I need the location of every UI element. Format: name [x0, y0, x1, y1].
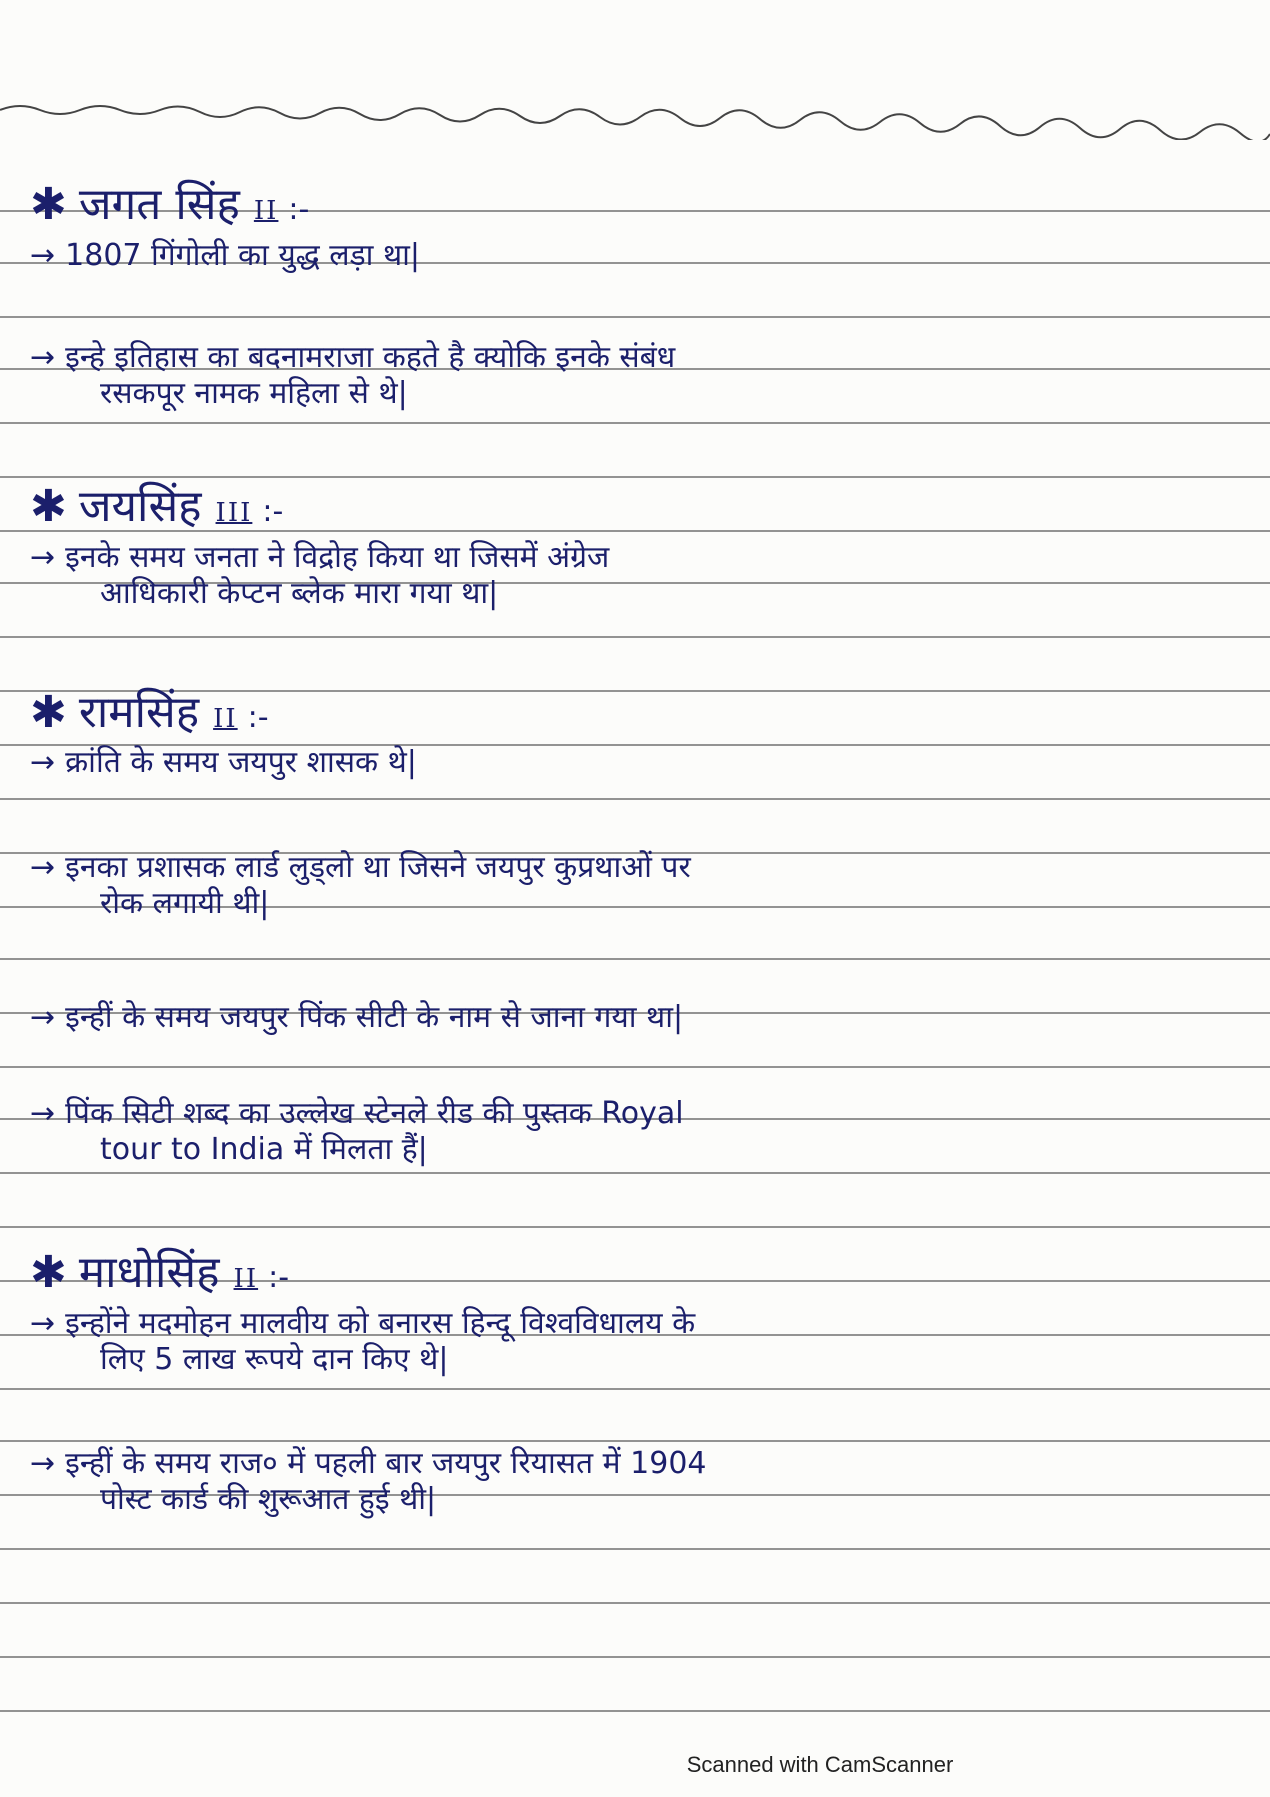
- ruled-line: [0, 636, 1270, 638]
- ruled-line: [0, 1602, 1270, 1604]
- item-line: पिंक सिटी शब्द का उल्लेख स्टेनले रीड की पुस्तक Royal: [65, 1096, 684, 1131]
- item-line: रसकपूर नामक महिला से थे|: [100, 376, 408, 411]
- list-item: [30, 1306, 1240, 1378]
- item-line: 1807 गिंगोली का युद्ध लड़ा था|: [65, 238, 420, 273]
- item-line: इन्हे इतिहास का बदनामराजा कहते है क्योकि इनके संबंध: [65, 340, 676, 375]
- arrow-right-icon: →: [30, 238, 56, 273]
- list-item: [30, 238, 1240, 274]
- item-line: इन्हीं के समय राज० में पहली बार जयपुर रियासत में 1904: [65, 1446, 707, 1481]
- arrow-right-icon: →: [30, 1096, 56, 1131]
- ruled-line: [0, 1388, 1270, 1390]
- list-item: [30, 1096, 1240, 1168]
- list-item: [30, 850, 1240, 922]
- arrow-right-icon: →: [30, 1446, 56, 1481]
- list-item: [30, 540, 1240, 612]
- item-line: रोक लगायी थी|: [100, 886, 270, 921]
- arrow-right-icon: →: [30, 850, 56, 885]
- colon-dash-icon: :-: [268, 1260, 290, 1295]
- ruled-line: [0, 1440, 1270, 1442]
- arrow-right-icon: →: [30, 1306, 56, 1341]
- heading-roman: II: [233, 1264, 259, 1294]
- ruled-line: [0, 1710, 1270, 1712]
- item-line: लिए 5 लाख रूपये दान किए थे|: [100, 1342, 449, 1377]
- ruled-line: [0, 476, 1270, 478]
- colon-dash-icon: :-: [288, 192, 310, 227]
- ruled-line: [0, 316, 1270, 318]
- section-heading: [30, 482, 283, 538]
- ruled-line: [0, 958, 1270, 960]
- arrow-right-icon: →: [30, 1000, 56, 1035]
- heading-roman: II: [213, 704, 238, 734]
- colon-dash-icon: :-: [247, 700, 269, 735]
- list-item: [30, 1000, 1240, 1036]
- heading-title: रामसिंह: [78, 687, 200, 738]
- arrow-right-icon: →: [30, 340, 56, 375]
- list-item: [30, 1446, 1240, 1518]
- watermark-text: Scanned with CamScanner: [686, 1752, 954, 1777]
- ruled-line: [0, 1226, 1270, 1228]
- item-line: इन्होंने मदमोहन मालवीय को बनारस हिन्दू विश्वविधालय के: [65, 1306, 696, 1341]
- ruled-line: [0, 1172, 1270, 1174]
- item-line: इन्हीं के समय जयपुर पिंक सीटी के नाम से जाना गया था|: [65, 1000, 684, 1035]
- heading-title: माधोसिंह: [78, 1247, 220, 1298]
- ruled-line: [0, 798, 1270, 800]
- colon-dash-icon: :-: [262, 494, 284, 529]
- ruled-line: [0, 422, 1270, 424]
- heading-roman: II: [253, 196, 279, 226]
- item-line: tour to India में मिलता हैं|: [100, 1132, 428, 1167]
- ruled-line: [0, 1656, 1270, 1658]
- list-item: [30, 340, 1240, 412]
- item-line: क्रांति के समय जयपुर शासक थे|: [65, 745, 417, 780]
- section-heading: [30, 180, 309, 236]
- section-heading: [30, 688, 269, 744]
- arrow-right-icon: →: [30, 540, 56, 575]
- asterisk-icon: ✱: [30, 687, 67, 738]
- asterisk-icon: ✱: [30, 179, 67, 230]
- top-wavy-line: [0, 100, 1270, 140]
- item-line: आधिकारी केप्टन ब्लेक मारा गया था|: [100, 576, 499, 611]
- asterisk-icon: ✱: [30, 481, 67, 532]
- heading-title: जयसिंह: [78, 481, 202, 532]
- item-line: पोस्ट कार्ड की शुरूआत हुई थी|: [100, 1482, 437, 1517]
- scanner-watermark: [0, 1752, 1270, 1778]
- ruled-line: [0, 1548, 1270, 1550]
- list-item: [30, 745, 1240, 781]
- arrow-right-icon: →: [30, 745, 56, 780]
- asterisk-icon: ✱: [30, 1247, 67, 1298]
- heading-title: जगत सिंह: [78, 179, 240, 230]
- heading-roman: III: [215, 498, 253, 528]
- item-line: इनके समय जनता ने विद्रोह किया था जिसमें अंग्रेज: [65, 540, 610, 575]
- ruled-line: [0, 1066, 1270, 1068]
- item-line: इनका प्रशासक लार्ड लुड्लो था जिसने जयपुर कुप्रथाओं पर: [65, 850, 691, 885]
- section-heading: [30, 1248, 289, 1304]
